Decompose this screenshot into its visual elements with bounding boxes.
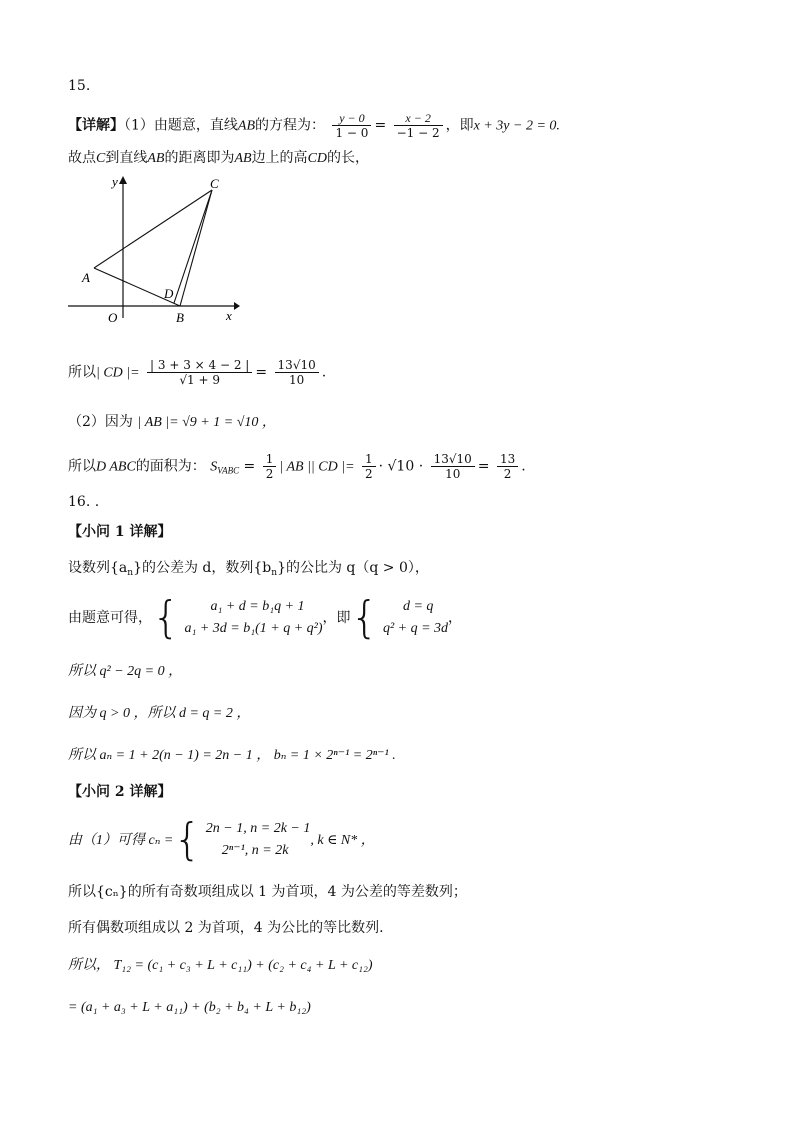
q15-part1-line [68,111,560,140]
equals: = [255,364,268,381]
y-axis-arrow-icon [119,176,127,184]
text: （1）由题意，直线 [124,117,238,134]
fraction-numerator: 13√10 [275,358,319,373]
detail-tag: 【详解】 [68,117,124,134]
piecewise-system [206,818,311,862]
label-y: y [112,174,118,189]
text-ab: AB [234,151,252,166]
fraction-numerator: 1 [362,452,376,467]
fraction-half [263,452,277,481]
fraction-cd [147,358,252,387]
line-equation: x + 3y − 2 = 0. [473,118,560,134]
text: 由（1）可得 cₙ = [68,833,174,848]
fraction-numerator: 1 [263,452,277,467]
fraction-final [497,452,518,481]
q15-distance-line [68,148,369,169]
fraction-cd-result [275,358,319,387]
fraction-area [431,452,475,481]
fraction-denominator: 2 [503,467,512,481]
equation: q² + q = 3d [382,621,449,636]
text: VABC [217,465,240,476]
fraction-denominator: 10 [289,373,305,387]
text: 设数列{a [68,560,128,576]
q16-line-1 [68,558,429,583]
text: , k ∈ N* ， [310,833,375,848]
q16-line-7: 所以{cₙ}的所有奇数项组成以 1 为首项，4 为公差的等差数列； [68,884,467,900]
fraction-numerator: 13 [497,452,518,467]
equation: 2n − 1, n = 2k − 1 [205,821,311,836]
fraction-denominator: −1 − 2 [396,126,440,140]
x-axis-arrow-icon [234,302,240,310]
equals: = [374,117,387,134]
text: ，即 [322,610,351,626]
text: 的面积为： [135,458,206,475]
text: | AB || CD |= [279,459,355,475]
text: . [321,364,327,381]
label-x: x [226,308,232,323]
fraction-numerator: | 3 + 3 × 4 − 2 | [147,358,252,373]
label-b: B [176,310,184,324]
text: ， [448,610,463,626]
q16-system-line [68,592,463,646]
text: D ABC [96,459,136,475]
q15-cd-length [68,358,326,387]
text: | CD |= [96,365,140,381]
text: （2）因为 [68,414,133,430]
text: 的方程为： [255,117,326,134]
equation-system-1 [184,596,322,640]
text: n [271,568,278,578]
equals: = [243,458,256,475]
equation: d = q [402,599,434,614]
text-cd: CD [307,151,328,166]
left-brace-icon: { [173,814,202,865]
text: 由题意可得， [68,610,152,626]
label-o: O [108,310,118,324]
equation-system-2 [383,596,448,640]
q16-line-4: 因为 q > 0 ，所以 d = q = 2 ， [68,706,251,721]
fraction-numerator: 13√10 [431,452,475,467]
text: · √10 · [378,458,424,475]
question-16-number: 16. . [68,494,100,510]
text: 的长， [327,150,370,166]
text: 故点 [68,150,96,166]
sub1-tag: 【小问 1 详解】 [68,524,172,540]
text-ab: AB [237,118,256,134]
left-brace-icon: { [152,592,180,643]
text: 的距离即为 [164,150,235,166]
q16-line-3: 所以 q² − 2q = 0 ， [68,664,183,679]
text: 到直线 [105,150,148,166]
segment-ac [94,190,212,268]
q15-part2-line [68,412,276,433]
fraction-denominator: 1 − 0 [335,126,369,140]
fraction-denominator: √1 + 9 [179,373,220,387]
equals: = [477,458,490,475]
question-15-number: 15. [68,78,91,94]
triangle-diagram [64,172,244,324]
text: | AB |= √9 + 1 = √10 ， [137,415,276,430]
text-ab: AB [147,151,165,166]
fraction-1 [332,111,371,140]
left-brace-icon: { [350,592,379,643]
text: 所以 [68,458,96,475]
text: ，即 [445,117,474,134]
fraction-numerator: x − 2 [394,111,443,126]
equation: a₁ + d = b₁q + 1 [210,599,305,614]
q16-piecewise-line [68,814,375,868]
text: n [127,568,134,578]
fraction-denominator: 10 [445,467,461,481]
text-c: C [96,151,106,166]
q15-area-line [68,452,526,481]
fraction-2 [394,111,443,140]
label-c: C [210,176,219,191]
label-d: D [164,286,174,301]
sub2-tag: 【小问 2 详解】 [68,784,172,800]
text: 所以 [68,364,96,381]
fraction-numerator: y − 0 [332,111,371,126]
q16-line-8: 所有偶数项组成以 2 为首项，4 为公比的等比数列. [68,920,384,936]
equation: a₁ + 3d = b₁(1 + q + q²) [184,621,323,636]
q16-line-10: = (a₁ + a₃ + L + a₁₁) + (b₂ + b₄ + L + b₁₂) [68,1000,311,1015]
text: . [521,458,526,475]
text: 边上的高 [251,150,308,166]
equation: 2ⁿ⁻¹, n = 2k [221,843,289,858]
q16-line-9: 所以， T₁₂ = (c₁ + c₃ + L + c₁₁) + (c₂ + c₄ + L + c₁₂) [68,958,373,973]
fraction-half-2 [362,452,376,481]
segment-cd [174,190,212,303]
label-a: A [82,270,90,285]
text: }的公差为 d，数列{b [133,560,272,576]
text: }的公比为 q（q > 0）， [277,560,429,576]
text: S [210,459,218,475]
fraction-denominator: 2 [364,467,373,481]
fraction-denominator: 2 [265,467,274,481]
q16-line-5: 所以 aₙ = 1 + 2(n − 1) = 2n − 1 ， bₙ = 1 × 2ⁿ⁻¹ = 2ⁿ⁻¹ . [68,748,396,763]
